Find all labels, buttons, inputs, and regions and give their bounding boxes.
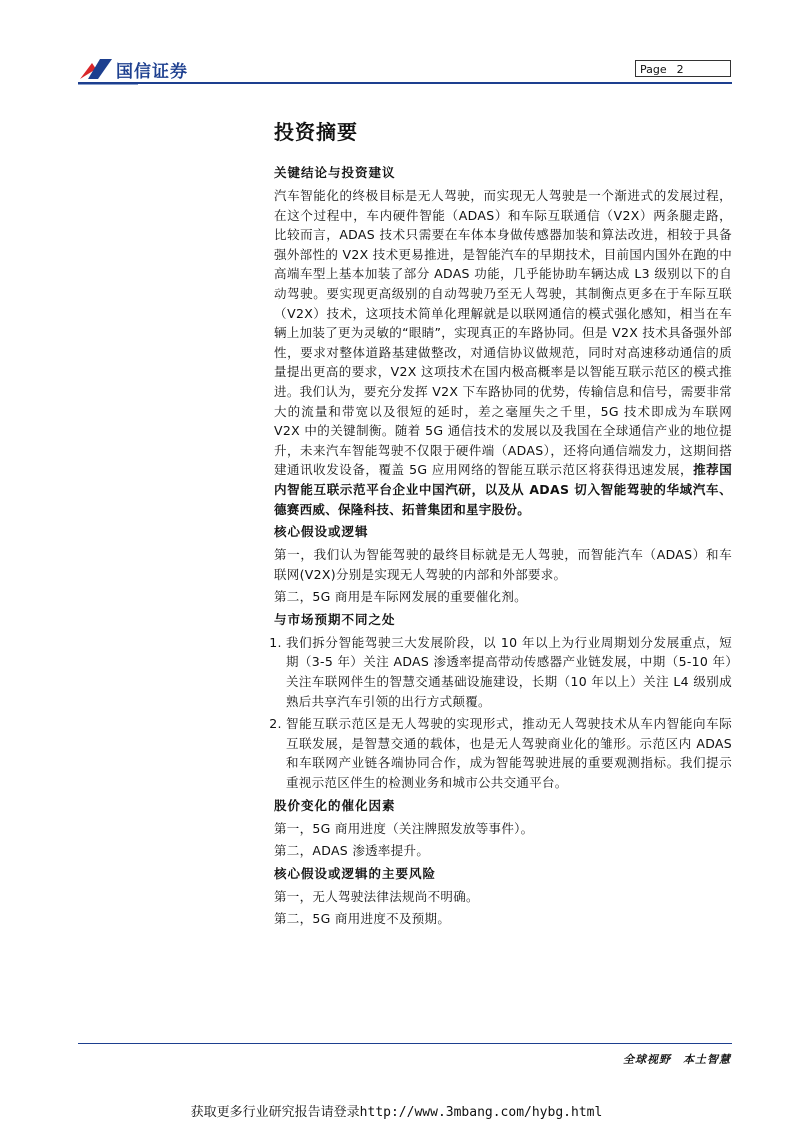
page-label: Page — [640, 63, 667, 76]
core-assumption-2: 第二，5G 商用是车际网发展的重要催化剂。 — [274, 589, 527, 605]
core-assumption-1: 第一，我们认为智能驾驶的最终目标就是无人驾驶，而智能汽车（ADAS）和车联网(V2X)分别是实现无人驾驶的内部和外部要求。 — [274, 547, 732, 582]
slogan-part-2: 本土智慧 — [683, 1053, 731, 1066]
page-indicator — [635, 60, 731, 77]
summary-content — [274, 116, 732, 932]
key-conclusions-text: 汽车智能化的终极目标是无人驾驶，而实现无人驾驶是一个渐进式的发展过程，在这个过程中，车内硬件智能（ADAS）和车际互联通信（V2X）两条腿走路，比较而言，ADAS 技术只需要在车体本身做传感器加装和算法改进，相较于具备强外部性的 V2X 技术更易推进，是智能汽车的早期技术，目前国内国外在跑的中高端车型上基本加装了部分 ADAS 功能，几乎能协助车辆达成 L3 级别以下的自动驾驶。要实现更高级别的自动驾驶乃至无人驾驶，其制衡点更多在于车际互联（V2X）技术，这项技术简单化理解就是以联网通信的模式强化感知，相当在车辆上加装了更为灵敏的“眼睛”，实现真正的车路协同。但是 V2X 技术具备强外部性，要求对整体道路基建做整改，对通信协议做规范，同时对高速移动通信的质量提出更高的要求，V2X 这项技术在国内极高概率是以智能互联示范区的模式推进。我们认为，要充分发挥 V2X 下车路协同的优势，传输信息和信号，需要非常大的流量和带宽以及很短的延时，差之毫厘失之千里，5G 技术即成为车联网 V2X 中的关键制衡。随着 5G 通信技术的发展以及我国在全球通信产业的地位提升，未来汽车智能驾驶不仅限于硬件端（ADAS），还将向通信端发力，这期间搭建通讯收发设备，覆盖 5G 应用网络的智能互联示范区将获得迅速发展， — [274, 188, 732, 478]
section-heading-core-assumptions: 核心假设或逻辑 — [274, 524, 369, 540]
list-item: 1. 我们拆分智能驾驶三大发展阶段，以 10 年以上为行业周期划分发展重点，短期（3-5 年）关注 ADAS 渗透率提高带动传感器产业链发展，中期（5-10 年）关注车联网伴生的智慧交通基础设施建设，长期（10 年以上）关注 L4 级别成熟后共享汽车引领的出行方式颠覆。 — [286, 633, 732, 711]
report-download-link[interactable]: 获取更多行业研究报告请登录http://www.3mbang.com/hybg.html — [190, 1105, 603, 1120]
catalyst-1: 第一，5G 商用进度（关注牌照发放等事件）。 — [274, 820, 534, 836]
section-heading-market-difference: 与市场预期不同之处 — [274, 611, 396, 627]
section-heading-key-conclusions: 关键结论与投资建议 — [274, 165, 396, 180]
slogan-part-1: 全球视野 — [623, 1053, 671, 1066]
catalyst-2: 第二，ADAS 渗透率提升。 — [274, 843, 430, 859]
page-title: 投资摘要 — [274, 120, 358, 144]
market-difference-list — [274, 633, 732, 793]
header-divider — [78, 82, 732, 84]
section-heading-catalysts: 股价变化的催化因素 — [274, 797, 396, 813]
logo-text: 国信证券 — [116, 61, 188, 82]
investment-recommendation: 推荐国内智能互联示范平台企业中国汽研，以及从 ADAS 切入智能驾驶的华域汽车、德赛西威、保隆科技、拓普集团和星宇股份。 — [274, 462, 732, 517]
key-conclusions-paragraph — [274, 186, 732, 519]
footer-slogan — [611, 1051, 731, 1067]
footer-divider — [78, 1043, 732, 1044]
logo-mark-icon — [78, 57, 112, 81]
risk-1: 第一，无人驾驶法律法规尚不明确。 — [274, 888, 479, 904]
section-heading-risks: 核心假设或逻辑的主要风险 — [274, 865, 437, 881]
page-number: 2 — [676, 63, 684, 76]
list-item: 2. 智能互联示范区是无人驾驶的实现形式，推动无人驾驶技术从车内智能向车际互联发展，是智慧交通的载体，也是无人驾驶商业化的雏形。示范区内 ADAS 和车联网产业链各端协同合作，成为智能驾驶进展的重要观测指标。我们提示重视示范区伴生的检测业务和城市公共交通平台。 — [286, 714, 732, 792]
risk-2: 第二，5G 商用进度不及预期。 — [274, 911, 451, 927]
company-logo — [78, 56, 188, 82]
